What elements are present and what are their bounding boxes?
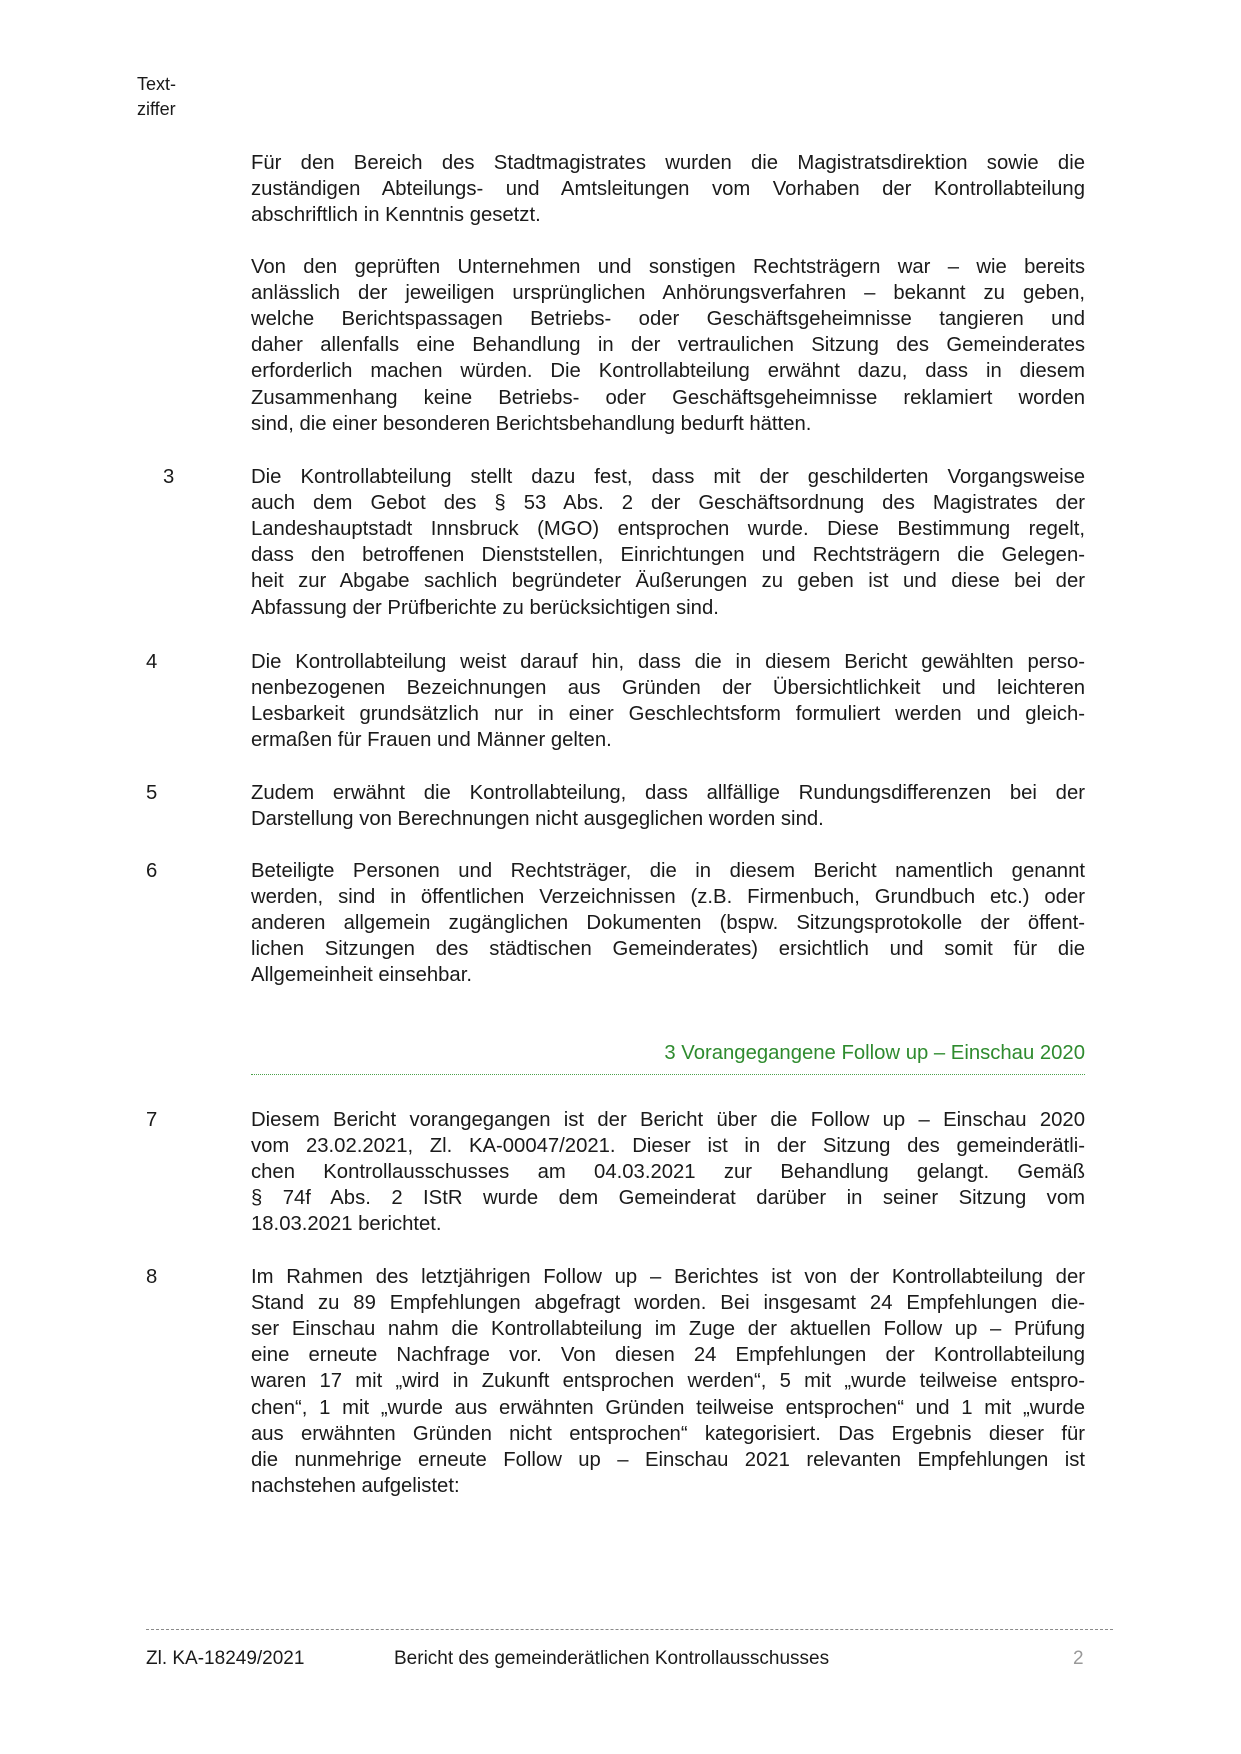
paragraph-line: nachstehen aufgelistet:	[251, 1474, 460, 1497]
paragraph-line: 18.03.2021 berichtet.	[251, 1213, 442, 1236]
paragraph-line: auch dem Gebot des § 53 Abs. 2 der Geschäftsordnung des Magistrates der	[251, 492, 1085, 515]
footer-rule	[146, 1629, 1113, 1630]
paragraph-line: anlässlich der jeweiligen ursprünglichen Anhörungsverfahren – bekannt zu geben,	[251, 282, 1085, 305]
paragraph-line: anderen allgemein zugänglichen Dokumenten (bspw. Sitzungsprotokolle der öffent-	[251, 912, 1085, 935]
paragraph-line: zuständigen Abteilungs- und Amtsleitungen vom Vorhaben der Kontrollabteilung	[251, 178, 1085, 201]
paragraph-line: Beteiligte Personen und Rechtsträger, die in diesem Bericht namentlich genannt	[251, 860, 1085, 882]
paragraph-line: daher allenfalls eine Behandlung in der vertraulichen Sitzung des Gemeinderates	[251, 334, 1085, 357]
paragraph-line: werden, sind in öffentlichen Verzeichnissen (z.B. Firmenbuch, Grundbuch etc.) oder	[251, 886, 1085, 909]
paragraph-line: Lesbarkeit grundsätzlich nur in einer Geschlechtsform formuliert werden und gleich-	[251, 703, 1085, 726]
paragraph-line: heit zur Abgabe sachlich begründeter Äußerungen zu geben ist und diese bei der	[251, 570, 1085, 593]
paragraph-line: aus erwähnten Gründen nicht entsprochen“ kategorisiert. Das Ergebnis dieser für	[251, 1422, 1085, 1445]
paragraph-line: ermaßen für Frauen und Männer gelten.	[251, 729, 612, 752]
text-number: 7	[146, 1109, 158, 1131]
paragraph-line: welche Berichtspassagen Betriebs- oder Geschäftsgeheimnisse tangieren und	[251, 308, 1085, 331]
paragraph-line: Zudem erwähnt die Kontrollabteilung, dass allfällige Rundungsdifferenzen bei der	[251, 782, 1085, 804]
paragraph-line: Im Rahmen des letztjährigen Follow up – Berichtes ist von der Kontrollabteilung der	[251, 1266, 1085, 1288]
text-number: 8	[146, 1266, 158, 1288]
paragraph-line: Die Kontrollabteilung weist darauf hin, dass die in diesem Bericht gewählten perso-	[251, 651, 1085, 673]
paragraph-line: chen Kontrollausschusses am 04.03.2021 zur Behandlung gelangt. Gemäß	[251, 1161, 1085, 1184]
paragraph-line: Diesem Bericht vorangegangen ist der Bericht über die Follow up – Einschau 2020	[251, 1109, 1085, 1131]
paragraph-line: sind, die einer besonderen Berichtsbehandlung bedurft hätten.	[251, 412, 812, 435]
text-number: 5	[146, 782, 158, 804]
text-number: 6	[146, 860, 158, 882]
footer-page-number: 2	[1073, 1648, 1084, 1669]
margin-label-line-1: Text-	[137, 74, 177, 94]
paragraph-line: Landeshauptstadt Innsbruck (MGO) entsprochen wurde. Diese Bestimmung regelt,	[251, 518, 1085, 541]
paragraph-line: Stand zu 89 Empfehlungen abgefragt worden. Bei insgesamt 24 Empfehlungen die-	[251, 1292, 1085, 1315]
paragraph-line: nenbezogenen Bezeichnungen aus Gründen der Übersichtlichkeit und leichteren	[251, 677, 1085, 700]
paragraph-line: § 74f Abs. 2 IStR wurde dem Gemeinderat darüber in seiner Sitzung vom	[251, 1187, 1085, 1210]
paragraph-line: dass den betroffenen Dienststellen, Einrichtungen und Rechtsträgern die Gelegen-	[251, 544, 1085, 567]
paragraph-line: Darstellung von Berechnungen nicht ausgeglichen worden sind.	[251, 808, 824, 831]
paragraph-line: ser Einschau nahm die Kontrollabteilung im Zuge der aktuellen Follow up – Prüfung	[251, 1318, 1085, 1341]
margin-label-line-2: ziffer	[137, 99, 176, 119]
footer-reference: Zl. KA-18249/2021	[146, 1648, 305, 1669]
paragraph-line: abschriftlich in Kenntnis gesetzt.	[251, 204, 541, 227]
footer-title: Bericht des gemeinderätlichen Kontrollausschusses	[394, 1648, 830, 1669]
paragraph-line: Für den Bereich des Stadtmagistrates wurden die Magistratsdirektion sowie die	[251, 152, 1085, 174]
paragraph-line: lichen Sitzungen des städtischen Gemeinderates) ersichtlich und somit für die	[251, 938, 1085, 961]
paragraph-line: erforderlich machen würden. Die Kontrollabteilung erwähnt dazu, dass in diesem	[251, 360, 1085, 383]
paragraph-line: Abfassung der Prüfberichte zu berücksichtigen sind.	[251, 596, 719, 619]
section-heading: 3 Vorangegangene Follow up – Einschau 2020	[664, 1042, 1085, 1064]
section-heading-rule	[251, 1074, 1085, 1075]
paragraph-line: Die Kontrollabteilung stellt dazu fest, dass mit der geschilderten Vorgangsweise	[251, 466, 1085, 488]
paragraph-line: waren 17 mit „wird in Zukunft entsprochen werden“, 5 mit „wurde teilweise entspro-	[251, 1370, 1085, 1393]
paragraph-line: Allgemeinheit einsehbar.	[251, 964, 472, 987]
paragraph-line: Von den geprüften Unternehmen und sonstigen Rechtsträgern war – wie bereits	[251, 256, 1085, 278]
paragraph-line: die nunmehrige erneute Follow up – Einschau 2021 relevanten Empfehlungen ist	[251, 1448, 1085, 1471]
margin-label	[137, 72, 197, 122]
text-number: 4	[146, 651, 158, 673]
paragraph-line: eine erneute Nachfrage vor. Von diesen 24 Empfehlungen der Kontrollabteilung	[251, 1344, 1085, 1367]
text-number: 3	[163, 466, 175, 488]
paragraph-line: Zusammenhang keine Betriebs- oder Geschäftsgeheimnisse reklamiert worden	[251, 386, 1085, 409]
paragraph-line: vom 23.02.2021, Zl. KA-00047/2021. Dieser ist in der Sitzung des gemeinderätli-	[251, 1135, 1085, 1158]
paragraph-line: chen“, 1 mit „wurde aus erwähnten Gründen teilweise entsprochen“ und 1 mit „wurde	[251, 1396, 1085, 1419]
